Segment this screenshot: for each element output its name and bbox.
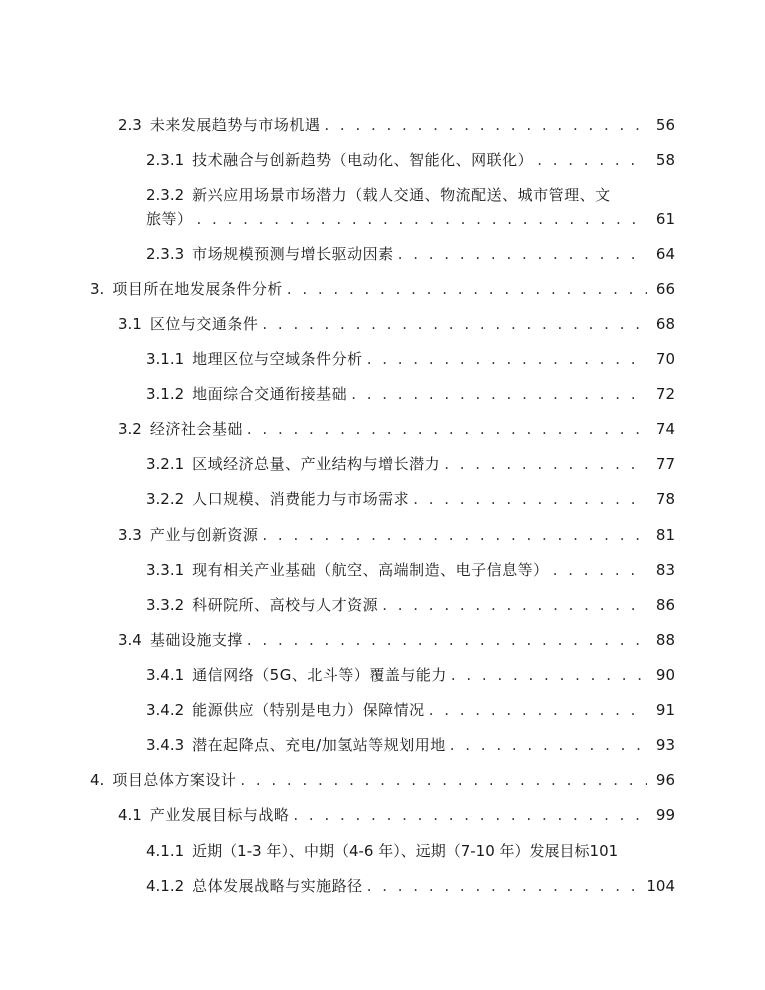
toc-number: 2.3.2 xyxy=(146,186,185,204)
dot-leader xyxy=(197,207,647,231)
dot-leader xyxy=(451,663,647,687)
toc-page-number: 83 xyxy=(655,561,675,579)
toc-title: 区域经济总量、产业结构与增长潜力 xyxy=(192,455,441,473)
toc-entry[interactable] xyxy=(146,382,675,406)
toc-entry[interactable] xyxy=(118,523,675,547)
toc-title: 产业与创新资源 xyxy=(149,526,259,544)
toc-page-number: 81 xyxy=(655,526,675,544)
toc-number: 3.3.1 xyxy=(146,561,185,579)
toc-number: 4.1.1 xyxy=(146,842,185,860)
toc-entry[interactable] xyxy=(146,242,675,266)
toc-page-number: 68 xyxy=(655,315,675,333)
toc-title: 区位与交通条件 xyxy=(149,315,259,333)
toc-page-number: 96 xyxy=(655,771,675,789)
dot-leader xyxy=(247,417,647,441)
toc-page-number: 66 xyxy=(655,280,675,298)
toc-page-number: 58 xyxy=(655,151,675,169)
toc-number: 3.1.1 xyxy=(146,350,185,368)
toc-page-number: 77 xyxy=(655,455,675,473)
toc-entry[interactable] xyxy=(118,803,675,827)
dot-leader xyxy=(444,452,647,476)
toc-entry[interactable] xyxy=(90,768,675,792)
toc-title: 经济社会基础 xyxy=(149,420,243,438)
toc-number: 4.1 xyxy=(118,806,142,824)
toc-entry[interactable] xyxy=(146,347,675,371)
toc-entry[interactable] xyxy=(118,417,675,441)
toc-title: 人口规模、消费能力与市场需求 xyxy=(192,490,410,508)
toc-entry[interactable] xyxy=(146,593,675,617)
toc-page-number: 74 xyxy=(655,420,675,438)
toc-number: 2.3.3 xyxy=(146,245,185,263)
toc-title: 产业发展目标与战略 xyxy=(149,806,290,824)
toc-title: 未来发展趋势与市场机遇 xyxy=(149,116,321,134)
toc-title: 科研院所、高校与人才资源 xyxy=(192,596,379,614)
toc-title: 总体发展战略与实施路径 xyxy=(192,877,363,895)
dot-leader xyxy=(247,628,647,652)
dot-leader xyxy=(553,558,647,582)
toc-entry[interactable] xyxy=(118,113,675,137)
toc-number: 3.1.2 xyxy=(146,385,185,403)
toc-title: 市场规模预测与增长驱动因素 xyxy=(192,245,394,263)
toc-page-number: 101 xyxy=(589,842,619,860)
toc-entry[interactable] xyxy=(118,312,675,336)
toc-title: 能源供应（特别是电力）保障情况 xyxy=(192,701,425,719)
toc-title: 项目所在地发展条件分析 xyxy=(112,280,283,298)
toc-number: 3.3 xyxy=(118,526,142,544)
toc-entry[interactable] xyxy=(146,663,675,687)
toc-entry[interactable] xyxy=(146,874,675,898)
toc-entry[interactable] xyxy=(146,839,675,863)
toc-page-number: 91 xyxy=(655,701,675,719)
toc-page-number: 86 xyxy=(655,596,675,614)
toc-number: 4.1.2 xyxy=(146,877,185,895)
toc-entry[interactable] xyxy=(146,452,675,476)
dot-leader xyxy=(324,113,647,137)
toc-title: 项目总体方案设计 xyxy=(112,771,237,789)
toc-page-number: 104 xyxy=(646,877,675,895)
toc-title: 现有相关产业基础（航空、高端制造、电子信息等） xyxy=(192,561,549,579)
toc-page-number: 70 xyxy=(655,350,675,368)
dot-leader xyxy=(351,382,647,406)
dot-leader xyxy=(262,523,647,547)
toc-number: 3.4.1 xyxy=(146,666,185,684)
toc-title: 地理区位与空域条件分析 xyxy=(192,350,363,368)
dot-leader xyxy=(382,593,647,617)
toc-number: 3.2.1 xyxy=(146,455,185,473)
toc-entry[interactable] xyxy=(146,558,675,582)
toc-number: 3. xyxy=(90,280,105,298)
toc-page-number: 88 xyxy=(655,631,675,649)
toc-entry[interactable] xyxy=(146,698,675,722)
toc-number: 4. xyxy=(90,771,105,789)
toc-entry[interactable] xyxy=(118,628,675,652)
toc-title-continuation: 旅等） xyxy=(146,210,193,228)
dot-leader xyxy=(262,312,647,336)
toc-page-number: 72 xyxy=(655,385,675,403)
dot-leader xyxy=(537,148,647,172)
toc-page-number: 78 xyxy=(655,490,675,508)
dot-leader xyxy=(429,698,647,722)
toc-title: 技术融合与创新趋势（电动化、智能化、网联化） xyxy=(192,151,534,169)
toc-title: 通信网络（5G、北斗等）覆盖与能力 xyxy=(192,666,447,684)
toc-title: 基础设施支撑 xyxy=(149,631,243,649)
toc-title: 新兴应用场景市场潜力（载人交通、物流配送、城市管理、文 xyxy=(192,186,611,204)
toc-number: 3.1 xyxy=(118,315,142,333)
toc-title: 地面综合交通衔接基础 xyxy=(192,385,348,403)
toc-page-number: 56 xyxy=(655,116,675,134)
toc-number: 3.2 xyxy=(118,420,142,438)
dot-leader xyxy=(367,347,647,371)
toc-page-number: 90 xyxy=(655,666,675,684)
dot-leader xyxy=(413,487,647,511)
toc-number: 3.4 xyxy=(118,631,142,649)
toc-page-number: 64 xyxy=(655,245,675,263)
toc-entry[interactable] xyxy=(146,487,675,511)
toc-number: 3.4.3 xyxy=(146,736,185,754)
toc-entry[interactable] xyxy=(146,733,675,757)
dot-leader xyxy=(367,874,643,898)
toc-page-number: 61 xyxy=(655,210,675,228)
dot-leader xyxy=(240,768,647,792)
dot-leader xyxy=(293,803,647,827)
dot-leader xyxy=(287,277,647,301)
toc-number: 2.3 xyxy=(118,116,142,134)
toc-page-number: 93 xyxy=(655,736,675,754)
toc-number: 3.2.2 xyxy=(146,490,185,508)
dot-leader xyxy=(450,733,647,757)
toc-number: 3.3.2 xyxy=(146,596,185,614)
toc-entry[interactable] xyxy=(146,183,675,231)
toc-entry[interactable] xyxy=(90,277,675,301)
toc-number: 2.3.1 xyxy=(146,151,185,169)
toc-title: 潜在起降点、充电/加氢站等规划用地 xyxy=(192,736,446,754)
toc-title: 近期（1-3 年）、中期（4-6 年）、远期（7-10 年）发展目标 xyxy=(192,842,590,860)
toc-page-number: 99 xyxy=(655,806,675,824)
toc-number: 3.4.2 xyxy=(146,701,185,719)
toc-entry[interactable] xyxy=(146,148,675,172)
dot-leader xyxy=(398,242,647,266)
